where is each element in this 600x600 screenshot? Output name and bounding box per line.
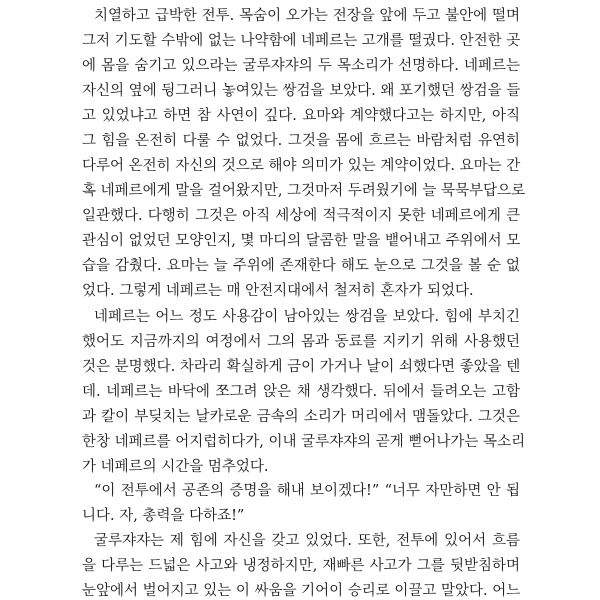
text-line: 니다. 자, 총력을 다하죠!” (82, 508, 245, 524)
text-line: 과 칼이 부딪치는 날카로운 금속의 소리가 머리에서 맴돌았다. 그것은 (82, 409, 520, 425)
text-line: 것은 분명했다. 차라리 확실하게 금이 가거나 날이 쇠했다면 좋았을 텐 (82, 359, 521, 375)
text-line: 그 힘을 온전히 다룰 수 없었다. 그것을 몸에 흐르는 바람처럼 유연히 (82, 133, 520, 149)
text-line: 가 네페르의 시간을 멈추었다. (82, 459, 269, 475)
text-line: 데. 네페르는 바닥에 쪼그려 앉은 채 생각했다. 뒤에서 들려오는 고함 (82, 384, 520, 400)
text-line: “이 전투에서 공존의 증명을 해내 보이겠다!” “너무 자만하면 안 됩 (94, 483, 520, 499)
text-line: 자신의 옆에 뒹그러니 놓여있는 쌍검을 보았다. 왜 포기했던 쌍검을 들 (82, 83, 521, 99)
text-line: 그저 기도할 수밖에 없는 나약함에 네페르는 고개를 떨궜다. 안전한 곳 (82, 33, 521, 49)
text-line: 눈앞에서 벌어지고 있는 이 싸움을 기어이 승리로 이끌고 말았다. 어느 (82, 583, 521, 599)
text-line: 치열하고 급박한 전투. 목숨이 오가는 전장을 앞에 두고 불안에 떨며 (94, 8, 520, 24)
text-line: 일관했다. 다행히 그것은 아직 세상에 적극적이지 못한 네페르에게 큰 (82, 208, 520, 224)
text-line: 습을 감췄다. 요마는 늘 주위에 존재한다 해도 눈으로 그것을 볼 순 없 (82, 258, 520, 274)
text-line: 굴루쟈쟈는 제 힘에 자신을 갖고 있었다. 또한, 전투에 있어서 흐름 (94, 533, 520, 549)
text-line: 에 몸을 숨기고 있으라는 굴루쟈쟈의 두 목소리가 선명하다. 네페르는 (82, 58, 520, 74)
text-line: 네페르는 어느 정도 사용감이 남아있는 쌍검을 보았다. 힘에 부치긴 (94, 309, 520, 325)
text-line: 다루어 온전히 자신의 것으로 해야 의미가 있는 계약이었다. 요마는 간 (82, 158, 521, 174)
text-line: 을 다루는 드넓은 사고와 냉정하지만, 재빠른 사고가 그를 뒷받침하며 (82, 558, 520, 574)
text-line: 었다. 그렇게 네페르는 매 안전지대에서 철저히 혼자가 되었다. (82, 283, 474, 299)
text-line: 혹 네페르에게 말을 걸어왔지만, 그것마저 두려웠기에 늘 묵묵부답으로 (82, 183, 526, 199)
text-line: 고 있었냐고 하면 참 사연이 깊다. 요마와 계약했다고는 하지만, 아직 (82, 108, 520, 124)
text-line: 관심이 없었던 모양인지, 몇 마디의 달콤한 말을 뱉어내고 주위에서 모 (82, 233, 521, 249)
text-line: 한창 네페르를 어지럽히다가, 이내 굴루쟈쟈의 곧게 뻗어나가는 목소리 (82, 434, 526, 450)
text-line: 했어도 지금까지의 여정에서 그의 몸과 동료를 지키기 위해 사용했던 (82, 334, 520, 350)
